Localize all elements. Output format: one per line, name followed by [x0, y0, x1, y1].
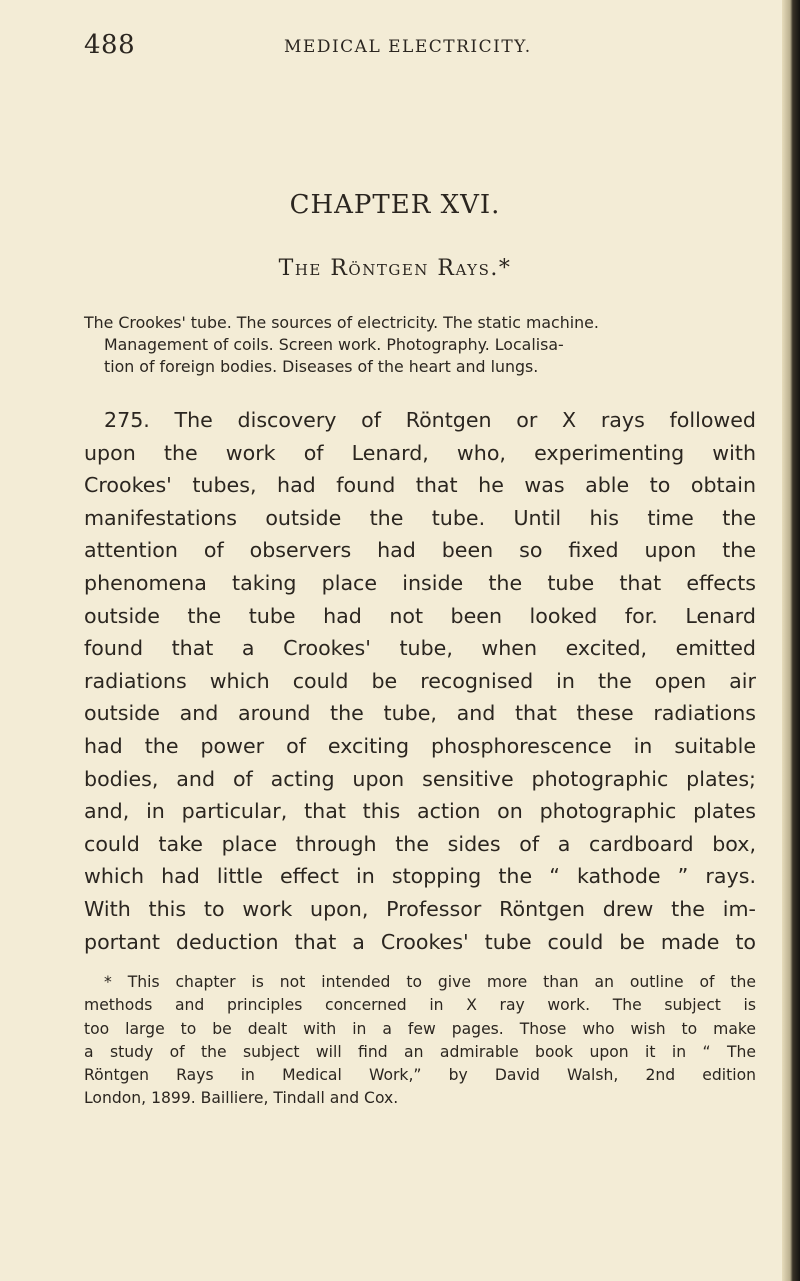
text-line: and, in particular, that this action on photographic plates	[84, 799, 756, 824]
summary-line: The Crookes' tube. The sources of electricity. The static machine.	[84, 313, 599, 332]
text-line: which had little effect in stopping the “ kathode ” rays.	[84, 864, 756, 889]
text-line: phenomena taking place inside the tube that effects	[84, 570, 756, 595]
footnote-line: * This chapter is not intended to give more than an outline of the	[104, 973, 756, 991]
text-line: 275. The discovery of Röntgen or X rays followed	[104, 408, 756, 432]
footnote-line: a study of the subject will find an admirable book upon it in “ The	[84, 1042, 756, 1061]
text-line: radiations which could be recognised in the open air	[84, 668, 756, 693]
text-line: With this to work upon, Professor Röntgen drew the im-	[84, 896, 756, 921]
text-line: upon the work of Lenard, who, experimenting with	[84, 440, 756, 465]
body-paragraph	[84, 404, 756, 958]
text-line: outside the tube had not been looked for. Lenard	[84, 603, 756, 628]
chapter-title: CHAPTER XVI.	[289, 190, 501, 220]
footnote-line: Röntgen Rays in Medical Work,” by David Walsh, 2nd edition	[84, 1066, 756, 1085]
footnote-line: too large to be dealt with in a few pages. Those who wish to make	[84, 1019, 756, 1038]
text-line: portant deduction that a Crookes' tube could be made to	[84, 929, 756, 954]
summary-line: tion of foreign bodies. Diseases of the heart and lungs.	[104, 357, 539, 376]
page-edge-shadow	[782, 0, 800, 1281]
chapter-summary	[84, 312, 764, 378]
footnote-line: London, 1899. Bailliere, Tindall and Cox.	[84, 1089, 399, 1108]
text-line: attention of observers had been so fixed upon the	[84, 538, 756, 563]
chapter-subject: The Röntgen Rays.*	[278, 256, 512, 281]
running-head: MEDICAL ELECTRICITY.	[284, 37, 532, 57]
text-line: Crookes' tubes, had found that he was able to obtain	[84, 473, 756, 498]
text-line: manifestations outside the tube. Until his time the	[84, 505, 756, 530]
text-line: had the power of exciting phosphorescence in suitable	[84, 733, 756, 758]
footnote	[84, 971, 756, 1111]
page-header	[84, 30, 750, 70]
footnote-line: methods and principles concerned in X ray work. The subject is	[84, 996, 756, 1015]
text-line: outside and around the tube, and that these radiations	[84, 701, 756, 726]
page-number: 488	[84, 30, 136, 60]
text-line: bodies, and of acting upon sensitive photographic plates;	[84, 766, 756, 791]
summary-line: Management of coils. Screen work. Photography. Localisa-	[104, 335, 564, 354]
text-line: could take place through the sides of a cardboard box,	[84, 831, 756, 856]
text-line: found that a Crookes' tube, when excited, emitted	[84, 636, 756, 661]
